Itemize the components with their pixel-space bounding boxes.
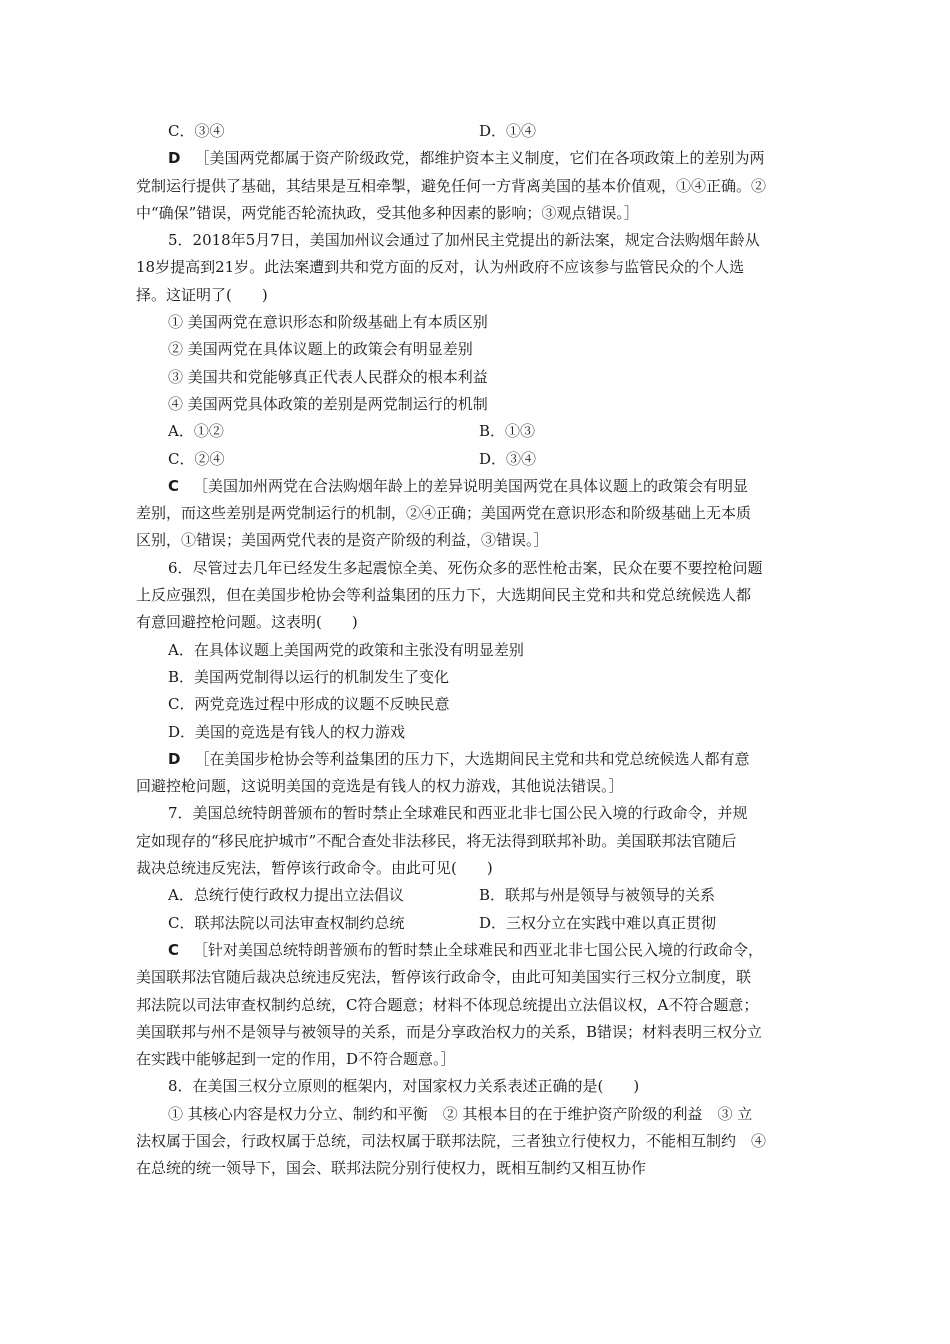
q6-answer: D xyxy=(168,749,181,768)
q7-options-row xyxy=(136,882,826,909)
q7-option-d: D．三权分立在实践中难以真正贯彻 xyxy=(479,913,717,932)
q8-stem-line: 8．在美国三权分立原则的框架内，对国家权力关系表述正确的是( ) xyxy=(168,1077,640,1096)
q6-stem-line: 上反应强烈，但在美国步枪协会等利益集团的压力下，大选期间民主党和共和党总统候选人都 xyxy=(136,586,752,605)
q5-stem-line: 18岁提高到21岁。此法案遭到共和党方面的反对，认为州政府不应该参与监管民众的个人选 xyxy=(136,258,745,277)
q4-options-row xyxy=(136,118,826,145)
q5-answer: C xyxy=(168,476,180,495)
q7-explanation-line: 美国联邦法官随后裁决总统违反宪法，暂停该行政命令，由此可知美国实行三权分立制度，联 xyxy=(136,968,752,987)
q6-option-c: C．两党竞选过程中形成的议题不反映民意 xyxy=(168,695,450,714)
q4-option-c: C．③④ xyxy=(168,122,225,140)
q7-stem-line: 7．美国总统特朗普颁布的暂时禁止全球难民和西亚北非七国公民入境的行政命令，并规 xyxy=(168,804,748,823)
q4-explanation-line: 党制运行提供了基础，其结果是互相牵掣，避免任何一方背离美国的基本价值观，①④正确。② xyxy=(136,176,767,195)
q8-statements-line: ① 其核心内容是权力分立、制约和平衡 ② 其根本目的在于维护资产阶级的利益 ③ 立 xyxy=(168,1104,753,1123)
q5-option-d: D．③④ xyxy=(479,449,537,468)
q7-option-b: B．联邦与州是领导与被领导的关系 xyxy=(479,886,716,905)
q5-option-a: A．①② xyxy=(168,422,224,441)
q7-explanation-line: 邦法院以司法审查权制约总统，C符合题意；材料不体现总统提出立法倡议权，A不符合题意； xyxy=(136,995,759,1014)
q4-option-d: D．①④ xyxy=(479,122,537,140)
q5-explanation-line: 区别，①错误；美国两党代表的是资产阶级的利益，③错误。］ xyxy=(136,531,549,550)
q5-options-row xyxy=(136,418,826,445)
q5-explanation-line: C ［美国加州两党在合法购烟年龄上的差异说明美国两党在具体议题上的政策会有明显 xyxy=(168,476,749,495)
q7-option-a: A．总统行使行政权力提出立法倡议 xyxy=(168,886,404,905)
q5-options-row xyxy=(136,446,826,473)
q5-statement-1: ① 美国两党在意识形态和阶级基础上有本质区别 xyxy=(168,313,488,332)
q4-explanation-line: 中“确保”错误，两党能否轮流执政，受其他多种因素的影响；③观点错误。］ xyxy=(136,203,639,222)
q7-option-c: C．联邦法院以司法审查权制约总统 xyxy=(168,913,405,932)
q7-answer: C xyxy=(168,940,180,959)
q6-option-d: D．美国的竞选是有钱人的权力游戏 xyxy=(168,722,406,741)
q6-stem-line: 6．尽管过去几年已经发生多起震惊全美、死伤众多的恶性枪击案，民众在要不要控枪问题 xyxy=(168,558,763,577)
q4-answer: D xyxy=(168,149,181,168)
q8-statements-line: 在总统的统一领导下，国会、联邦法院分别行使权力，既相互制约又相互协作 xyxy=(136,1159,647,1178)
q5-explanation-line: 差别，而这些差别是两党制运行的机制，②④正确；美国两党在意识形态和阶级基础上无本质 xyxy=(136,504,752,523)
q5-statement-3: ③ 美国共和党能够真正代表人民群众的根本利益 xyxy=(168,367,488,386)
q8-statements-line: 法权属于国会，行政权属于总统，司法权属于联邦法院，三者独立行使权力，不能相互制约 ④ xyxy=(136,1131,767,1150)
q7-options-row xyxy=(136,910,826,937)
q4-explanation-line: D ［美国两党都属于资产阶级政党，都维护资本主义制度，它们在各项政策上的差别为两 xyxy=(168,149,765,168)
q6-option-a: A．在具体议题上美国两党的政策和主张没有明显差别 xyxy=(168,640,524,659)
q6-explanation-line: 回避控枪问题，这说明美国的竞选是有钱人的权力游戏，其他说法错误。］ xyxy=(136,777,624,796)
q6-stem-line: 有意回避控枪问题。这表明( ) xyxy=(136,613,358,632)
q7-explanation-line: C ［针对美国总统特朗普颁布的暂时禁止全球难民和西亚北非七国公民入境的行政命令， xyxy=(168,940,764,959)
q5-statement-4: ④ 美国两党具体政策的差别是两党制运行的机制 xyxy=(168,394,488,413)
q7-explanation-line: 在实践中能够起到一定的作用，D不符合题意。］ xyxy=(136,1050,456,1069)
question-content xyxy=(136,118,826,1183)
q7-stem-line: 裁决总统违反宪法，暂停该行政命令。由此可见( ) xyxy=(136,859,493,878)
q7-stem-line: 定如现存的“移民庇护城市”不配合查处非法移民，将无法得到联邦补助。美国联邦法官随后 xyxy=(136,831,737,850)
q6-option-b: B．美国两党制得以运行的机制发生了变化 xyxy=(168,667,450,686)
q6-explanation-line: D ［在美国步枪协会等利益集团的压力下，大选期间民主党和共和党总统候选人都有意 xyxy=(168,749,750,768)
q5-stem-line: 择。这证明了( ) xyxy=(136,285,268,304)
q5-option-c: C．②④ xyxy=(168,449,225,468)
q5-option-b: B．①③ xyxy=(479,422,536,441)
q5-statement-2: ② 美国两党在具体议题上的政策会有明显差别 xyxy=(168,340,473,359)
q5-stem-line: 5．2018年5月7日，美国加州议会通过了加州民主党提出的新法案，规定合法购烟年龄从 xyxy=(168,231,760,250)
q7-explanation-line: 美国联邦与州不是领导与被领导的关系，而是分享政治权力的关系，B错误；材料表明三权分立 xyxy=(136,1022,763,1041)
